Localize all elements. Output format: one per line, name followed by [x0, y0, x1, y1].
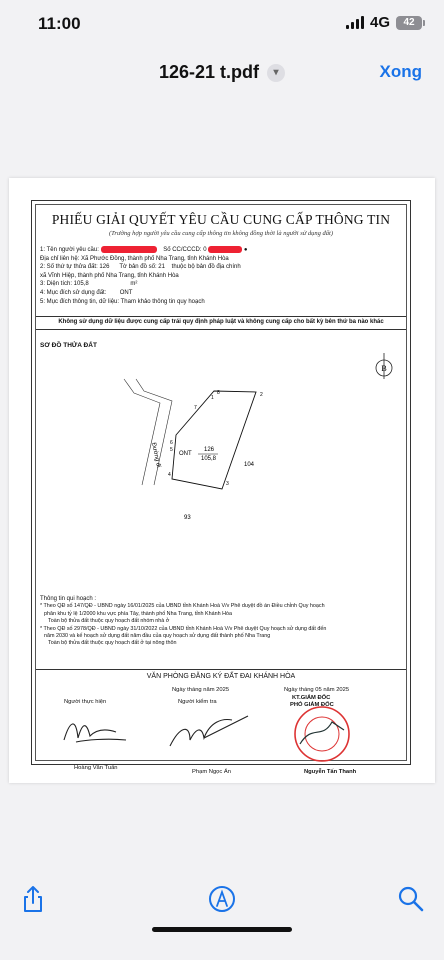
nav-bar	[0, 52, 444, 92]
svg-text:3: 3	[226, 481, 229, 487]
svg-text:7: 7	[194, 405, 197, 411]
svg-text:B: B	[381, 364, 387, 373]
battery-icon	[396, 16, 422, 30]
vertex-labels	[168, 390, 263, 487]
name-checker: Phạm Ngọc Ẩn	[192, 769, 231, 775]
name-signer: Nguyễn Tấn Thanh	[304, 769, 357, 775]
neighbor-parcel-104: 104	[244, 462, 255, 468]
document-title-container[interactable]	[0, 62, 444, 83]
share-icon[interactable]	[18, 884, 48, 914]
field-requester: 1: Tên người yêu cầu: Số CC/CCCD: 0 ●	[40, 247, 248, 254]
parcel-boundary	[172, 391, 256, 489]
status-time: 11:00	[38, 14, 81, 33]
divider	[36, 669, 406, 670]
document-heading: PHIẾU GIẢI QUYẾT YÊU CẦU CUNG CẤP THÔNG TIN	[51, 212, 391, 227]
bottom-toolbar	[0, 860, 444, 940]
neighbor-parcel-93: 93	[184, 515, 191, 521]
role-checker: Người kiểm tra	[178, 699, 217, 705]
field-purpose: 4: Mục đích sử dụng đất: ONT	[40, 290, 133, 297]
name-performer: Hoàng Văn Tuấn	[74, 765, 118, 771]
parcel-area-label: 105,8	[201, 456, 217, 462]
road	[124, 379, 172, 485]
signer-role: KT.GIÁM ĐỐC	[292, 695, 331, 701]
map-section-title: SƠ ĐỒ THỬA ĐẤT	[40, 342, 97, 349]
parcel-map	[36, 351, 406, 591]
field-info-purpose: 5: Mục đích thông tin, dữ liệu: Tham khảo thông tin quy hoạch	[40, 298, 205, 305]
parcel-purpose-label: ONT	[179, 451, 192, 457]
field-location: xã Vĩnh Hiệp, thành phố Nha Trang, tỉnh Khánh Hòa	[40, 272, 179, 279]
road-label: Đường đi	[150, 442, 162, 469]
svg-text:5: 5	[170, 447, 173, 453]
date-right: Ngày tháng 05 năm 2025	[284, 687, 350, 693]
divider	[36, 316, 406, 317]
usage-warning: Không sử dụng dữ liệu được cung cấp trái quy định pháp luật và không cung cấp cho bất kỳ bên thứ ba nào khác	[58, 319, 384, 325]
markup-icon[interactable]	[207, 884, 237, 914]
field-address: Địa chỉ liên hệ: Xã Phước Đồng, thành phố Nha Trang, tỉnh Khánh Hòa	[40, 255, 229, 262]
svg-text:2: 2	[260, 392, 263, 398]
signature-2	[160, 708, 260, 752]
date-left: Ngày tháng năm 2025	[172, 687, 230, 693]
cellular-signal-icon	[346, 16, 364, 29]
done-button[interactable]: Xong	[379, 62, 422, 81]
network-type: 4G	[369, 14, 390, 31]
planning-info: Thông tin qui hoạch : * Theo QĐ số 147/QĐ - UBND ngày 16/01/2025 của UBND tỉnh Khánh Hoà V/v Phê duyệt đồ án Điều chỉnh Quy hoạch phân khu tỷ lệ 1/2000 khu vực phía Tây, thành phố Nha Trang, tỉnh Khánh Hòa Toàn bộ thửa đất thuộc quy hoạch đất nhóm nhà ở * Theo QĐ số 2978/QĐ - UBND ngày 31/10/2022 của UBND tỉnh Khánh Hoà V/v Phê duyệt Quy hoạch sử dụng đất đến năm 2030 và kế hoạch sử dụng đất năm đầu của quy hoạch sử dụng đất thành phố Nha Trang Toàn bộ thửa đất thuộc quy hoạch đất ở tại nông thôn	[40, 596, 327, 647]
document-border	[31, 200, 411, 775]
svg-text:8: 8	[217, 390, 220, 396]
parcel-number-label: 126	[204, 447, 215, 453]
divider	[36, 329, 406, 330]
field-area: 3: Diện tích: 105,8 m²	[40, 281, 138, 288]
pdf-page	[9, 178, 435, 783]
home-indicator	[152, 927, 292, 932]
role-performer: Người thực hiện	[64, 699, 107, 705]
svg-text:1: 1	[211, 395, 214, 401]
status-bar	[0, 0, 444, 50]
battery-level: 42	[403, 17, 415, 28]
signer-role-2: PHÓ GIÁM ĐỐC	[290, 702, 334, 708]
status-indicators	[346, 14, 422, 31]
document-title: 126-21 t.pdf	[158, 62, 260, 82]
search-icon[interactable]	[396, 884, 426, 914]
signature-1	[56, 710, 146, 750]
compass-icon	[376, 353, 392, 379]
field-parcel: 2: Số thứ tự thửa đất: 126 Tờ bản đồ số: 21 thuộc bộ bản đồ địa chính	[40, 264, 241, 271]
request-fields	[40, 246, 404, 306]
svg-text:4: 4	[168, 472, 171, 478]
office-name: VĂN PHÒNG ĐĂNG KÝ ĐẤT ĐAI KHÁNH HÒA	[146, 673, 296, 680]
redaction-mark	[208, 246, 242, 253]
redaction-mark	[101, 246, 157, 253]
document-subheading: (Trường hợp người yêu cầu cung cấp thông tin không đồng thời là người sử dụng đất)	[109, 230, 333, 237]
chevron-down-icon[interactable]: ▾	[267, 64, 285, 82]
svg-text:6: 6	[170, 440, 173, 446]
official-stamp	[292, 704, 352, 764]
